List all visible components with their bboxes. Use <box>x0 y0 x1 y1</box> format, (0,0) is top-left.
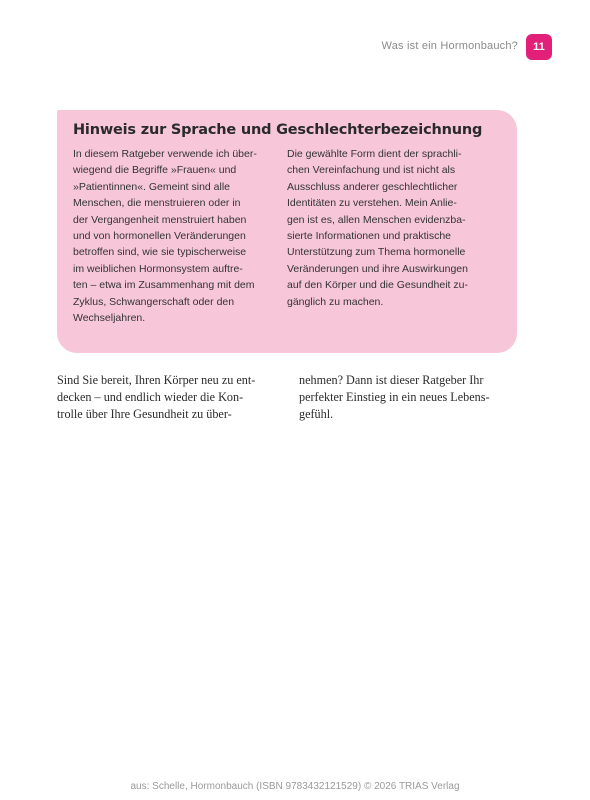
body-text-line: gefühl. <box>299 407 334 421</box>
body-text-line: trolle über Ihre Gesundheit zu über- <box>57 407 232 421</box>
notice-right-column <box>287 146 501 326</box>
notice-text-line: Identitäten zu verstehen. Mein Anlie- <box>287 197 457 210</box>
notice-text-line: chen Vereinfachung und ist nicht als <box>287 164 456 177</box>
notice-text-line: Veränderungen und ihre Auswirkungen <box>287 262 468 275</box>
body-text-line: perfekter Einstieg in ein neues Lebens- <box>299 390 490 404</box>
notice-text-line: betroffen sind, wie sie typischerweise <box>73 246 247 259</box>
notice-columns <box>73 146 501 326</box>
notice-left-column <box>73 146 287 326</box>
running-head: Was ist ein Hormonbauch? <box>381 40 518 52</box>
notice-title: Hinweis zur Sprache und Geschlechterbezeichnung <box>73 122 483 138</box>
notice-text-line: Die gewählte Form dient der sprachli- <box>287 148 462 160</box>
notice-text-line: In diesem Ratgeber verwende ich über- <box>73 148 257 160</box>
notice-text-line: Menschen, die menstruieren oder in <box>73 197 241 210</box>
body-text-line: nehmen? Dann ist dieser Ratgeber Ihr <box>299 373 484 387</box>
notice-text-line: »Patientinnen«. Gemeint sind alle <box>73 180 231 193</box>
notice-text-line: Zyklus, Schwangerschaft oder den <box>73 295 235 308</box>
notice-text-line: im weiblichen Hormonsystem auftre- <box>73 262 243 275</box>
notice-text-line: Ausschluss anderer geschlechtlicher <box>287 180 458 193</box>
notice-text-line: wiegend die Begriffe »Frauen« und <box>73 164 237 177</box>
body-text-line: decken – und endlich wieder die Kon- <box>57 390 244 404</box>
page-number-badge: 11 <box>526 34 552 60</box>
body-text-line: Sind Sie bereit, Ihren Körper neu zu ent- <box>57 373 256 387</box>
footer-source: aus: Schelle, Hormonbauch (ISBN 9783432121529) © 2026 TRIAS Verlag <box>130 781 460 792</box>
notice-text-line: sierte Informationen und praktische <box>287 230 452 243</box>
notice-text-line: ten – etwa im Zusammenhang mit dem <box>73 279 255 292</box>
notice-text-line: gänglich zu machen. <box>287 295 384 308</box>
notice-text-line: der Vergangenheit menstruiert haben <box>73 213 247 226</box>
language-notice-box <box>57 110 517 353</box>
notice-text-line: und von hormonellen Veränderungen <box>73 230 246 243</box>
notice-text-line: auf den Körper und die Gesundheit zu- <box>287 279 468 292</box>
notice-text-line: gen ist es, allen Menschen evidenzba- <box>287 213 466 226</box>
body-right-column <box>299 372 517 423</box>
notice-text-line: Wechseljahren. <box>73 312 146 325</box>
body-left-column <box>57 372 275 423</box>
notice-text-line: Unterstützung zum Thema hormonelle <box>287 246 466 259</box>
body-text <box>57 372 517 423</box>
